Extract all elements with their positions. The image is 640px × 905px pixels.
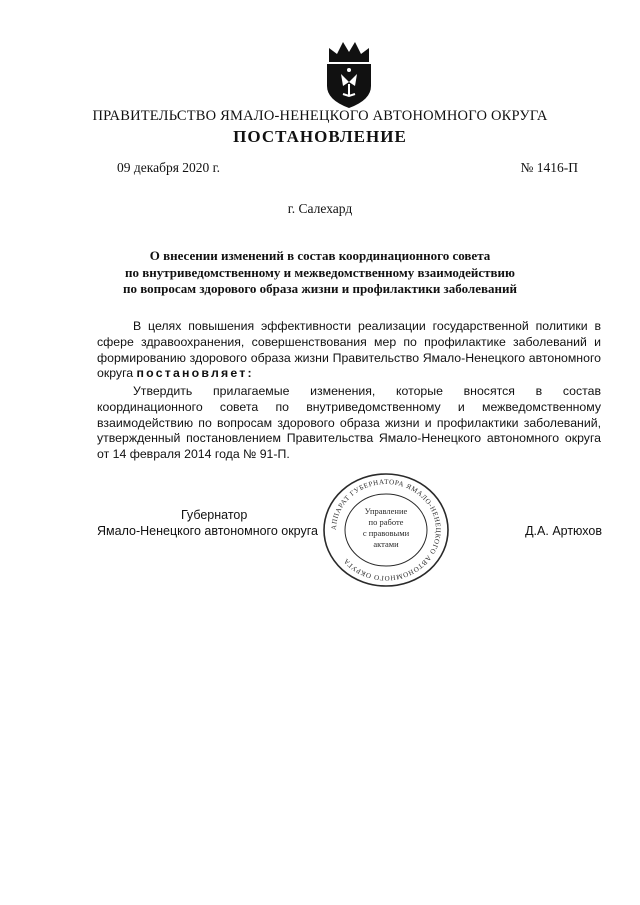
document-number: № 1416-П xyxy=(520,160,578,175)
stamp-line: Управление xyxy=(364,506,408,516)
government-name: ПРАВИТЕЛЬСТВО ЯМАЛО-НЕНЕЦКОГО АВТОНОМНОГО ОКРУГА xyxy=(92,108,548,124)
stamp-ring-text: АППАРАТ ГУБЕРНАТОРА ЯМАЛО-НЕНЕЦКОГО АВТОНОМНОГО ОКРУГА xyxy=(329,477,443,583)
title-line: по вопросам здорового образа жизни и профилактики заболеваний xyxy=(122,281,517,296)
preamble-text: В целях повышения эффективности реализации государственной политики в сфере здравоохранения, совершенствования мер по профилактике заболеваний и формированию здорового образа жизни Правительство Ямало-Ненецкого автономного округа xyxy=(97,319,601,381)
title-line: по внутриведомственному и межведомственному взаимодействию xyxy=(125,264,515,280)
resolution-text: Утвердить прилагаемые изменения, которые вносятся в состав координационного совета по внутриведомственному и межведомственному взаимодействию по вопросам здорового образа жизни и профилактики заболеваний, утвержденный постановлением Правительства Ямало-Ненецкого автономного округа от 14 февраля 2014 года № 91-П. xyxy=(97,384,601,462)
stamp-line: по работе xyxy=(368,517,404,527)
decree-keyword: постановляет: xyxy=(136,366,254,381)
stamp-line: актами xyxy=(373,539,399,549)
stamp-line: с правовыми xyxy=(362,528,410,538)
paragraph-resolution xyxy=(97,384,601,463)
document-type: ПОСТАНОВЛЕНИЕ xyxy=(233,127,407,146)
official-stamp-icon xyxy=(318,470,454,590)
document-title xyxy=(60,248,580,298)
signature-title: Губернатор xyxy=(181,508,248,522)
title-line: О внесении изменений в состав координационного совета xyxy=(149,248,491,263)
signature-name: Д.А. Артюхов xyxy=(525,524,602,538)
signature-org: Ямало-Ненецкого автономного округа xyxy=(97,524,318,538)
coat-of-arms-icon xyxy=(321,38,377,110)
document-date: 09 декабря 2020 г. xyxy=(117,160,221,175)
paragraph-preamble xyxy=(97,319,601,382)
document-city: г. Салехард xyxy=(287,201,353,216)
